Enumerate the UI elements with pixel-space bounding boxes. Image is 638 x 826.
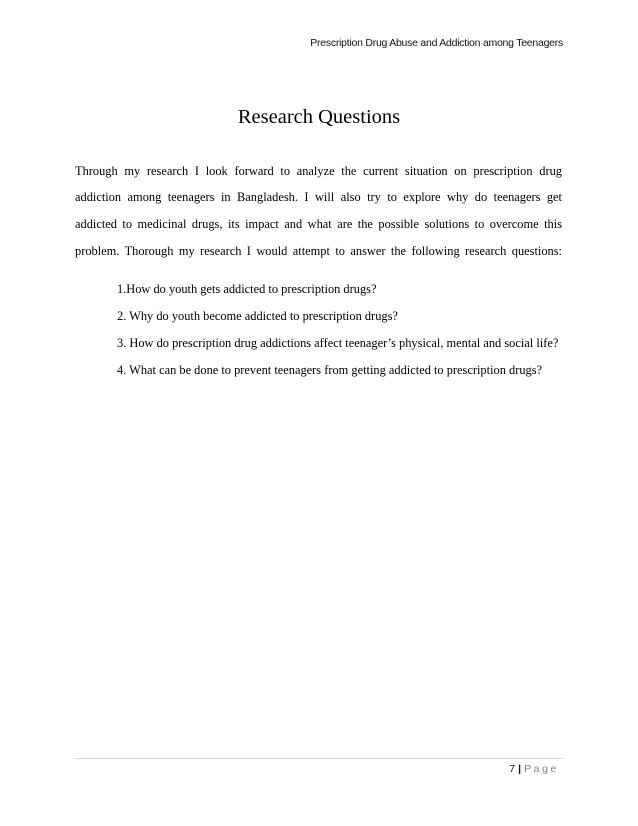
question-item: 2. Why do youth become addicted to prescription drugs?	[117, 309, 398, 323]
page-number: 7	[509, 763, 516, 775]
footer-divider	[75, 758, 563, 759]
section-title: Research Questions	[237, 106, 401, 128]
footer-separator: |	[518, 763, 522, 775]
question-item: 3. How do prescription drug addictions affect teenager’s physical, mental and social life?	[117, 336, 559, 350]
paragraph-line: problem. Thorough my research I would attempt to answer the following research questions:	[75, 244, 562, 258]
question-item: 4. What can be done to prevent teenagers from getting addicted to prescription drugs?	[117, 363, 543, 377]
paragraph-line: Through my research I look forward to analyze the current situation on prescription drug	[75, 164, 562, 178]
paragraph-line: addiction among teenagers in Bangladesh. I will also try to explore why do teenagers get	[75, 190, 562, 204]
paragraph-line: addicted to medicinal drugs, its impact and what are the possible solutions to overcome this	[75, 217, 562, 231]
page-footer	[509, 763, 559, 775]
running-header: Prescription Drug Abuse and Addiction among Teenagers	[310, 37, 563, 49]
question-item: 1.How do youth gets addicted to prescription drugs?	[117, 282, 377, 296]
page-label: Page	[524, 763, 559, 775]
